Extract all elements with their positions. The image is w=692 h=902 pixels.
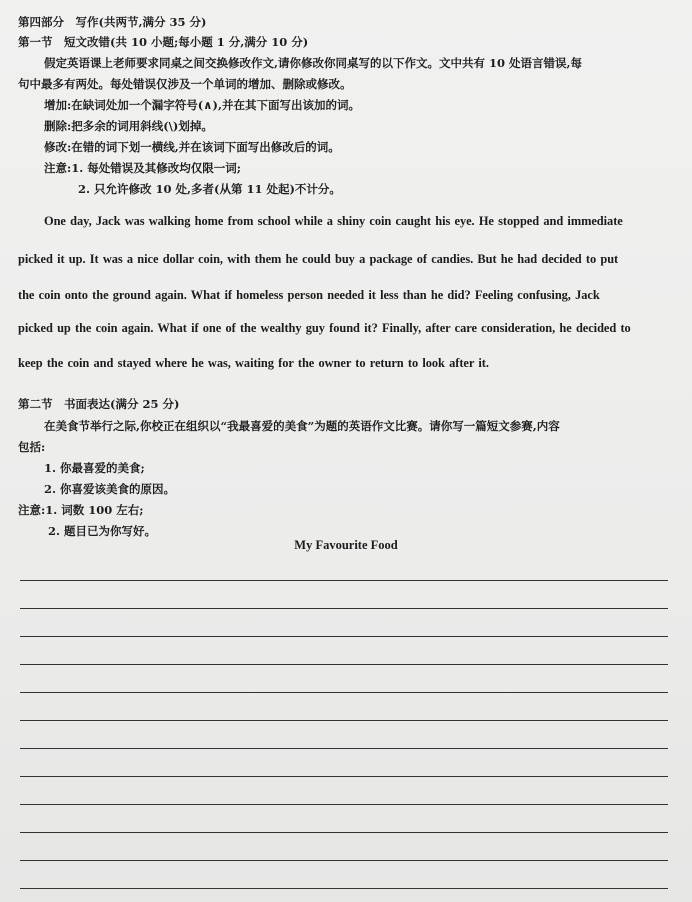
content-point-1: 1. 你最喜爱的美食; — [44, 461, 145, 475]
section2-note1: 注意:1. 词数 100 左右; — [18, 503, 144, 517]
add-rule: 增加:在缺词处加一个漏字符号(∧),并在其下面写出该加的词。 — [44, 98, 360, 112]
section2-note2: 2. 题目已为你写好。 — [48, 524, 157, 538]
section1-note1: 注意:1. 每处错误及其修改均仅限一词; — [44, 161, 241, 175]
modify-rule: 修改:在错的词下划一横线,并在该词下面写出修改后的词。 — [44, 140, 340, 154]
passage-line: keep the coin and stayed where he was, waiting for the owner to return to look after it. — [18, 356, 489, 370]
section2-instruction-line2: 包括: — [18, 440, 46, 454]
writing-line[interactable] — [20, 860, 668, 861]
section1-instruction-line1: 假定英语课上老师要求同桌之间交换修改作文,请你修改你同桌写的以下作文。文中共有 10 处语言错误,每 — [44, 56, 583, 70]
essay-title: My Favourite Food — [294, 538, 398, 552]
section1-instruction-line2: 句中最多有两处。每处错误仅涉及一个单词的增加、删除或修改。 — [18, 77, 352, 91]
part-heading: 第四部分 写作(共两节,满分 35 分) — [18, 15, 207, 29]
writing-line[interactable] — [20, 888, 668, 889]
passage-line: picked it up. It was a nice dollar coin, with them he could buy a package of candies. But he had decided to put — [18, 252, 619, 266]
writing-line[interactable] — [20, 580, 668, 581]
passage-line: the coin onto the ground again. What if homeless person needed it less than he did? Feeling confusing, Jack — [18, 288, 600, 302]
writing-line[interactable] — [20, 692, 668, 693]
writing-line[interactable] — [20, 832, 668, 833]
content-point-2: 2. 你喜爱该美食的原因。 — [44, 482, 176, 496]
section2-heading: 第二节 书面表达(满分 25 分) — [18, 397, 180, 411]
writing-line[interactable] — [20, 748, 668, 749]
writing-line[interactable] — [20, 804, 668, 805]
writing-line[interactable] — [20, 720, 668, 721]
writing-line[interactable] — [20, 776, 668, 777]
passage-line: One day, Jack was walking home from school while a shiny coin caught his eye. He stopped and immediate — [44, 214, 623, 228]
section1-note2: 2. 只允许修改 10 处,多者(从第 11 处起)不计分。 — [78, 182, 341, 196]
writing-line[interactable] — [20, 608, 668, 609]
section1-heading: 第一节 短文改错(共 10 小题;每小题 1 分,满分 10 分) — [18, 35, 309, 49]
writing-line[interactable] — [20, 664, 668, 665]
passage-line: picked up the coin again. What if one of the wealthy guy found it? Finally, after care consideration, he decided to — [18, 321, 631, 335]
writing-line[interactable] — [20, 636, 668, 637]
section2-instruction-line1: 在美食节举行之际,你校正在组织以“我最喜爱的美食”为题的英语作文比赛。请你写一篇短文参赛,内容 — [44, 419, 560, 433]
delete-rule: 删除:把多余的词用斜线(\)划掉。 — [44, 119, 213, 133]
